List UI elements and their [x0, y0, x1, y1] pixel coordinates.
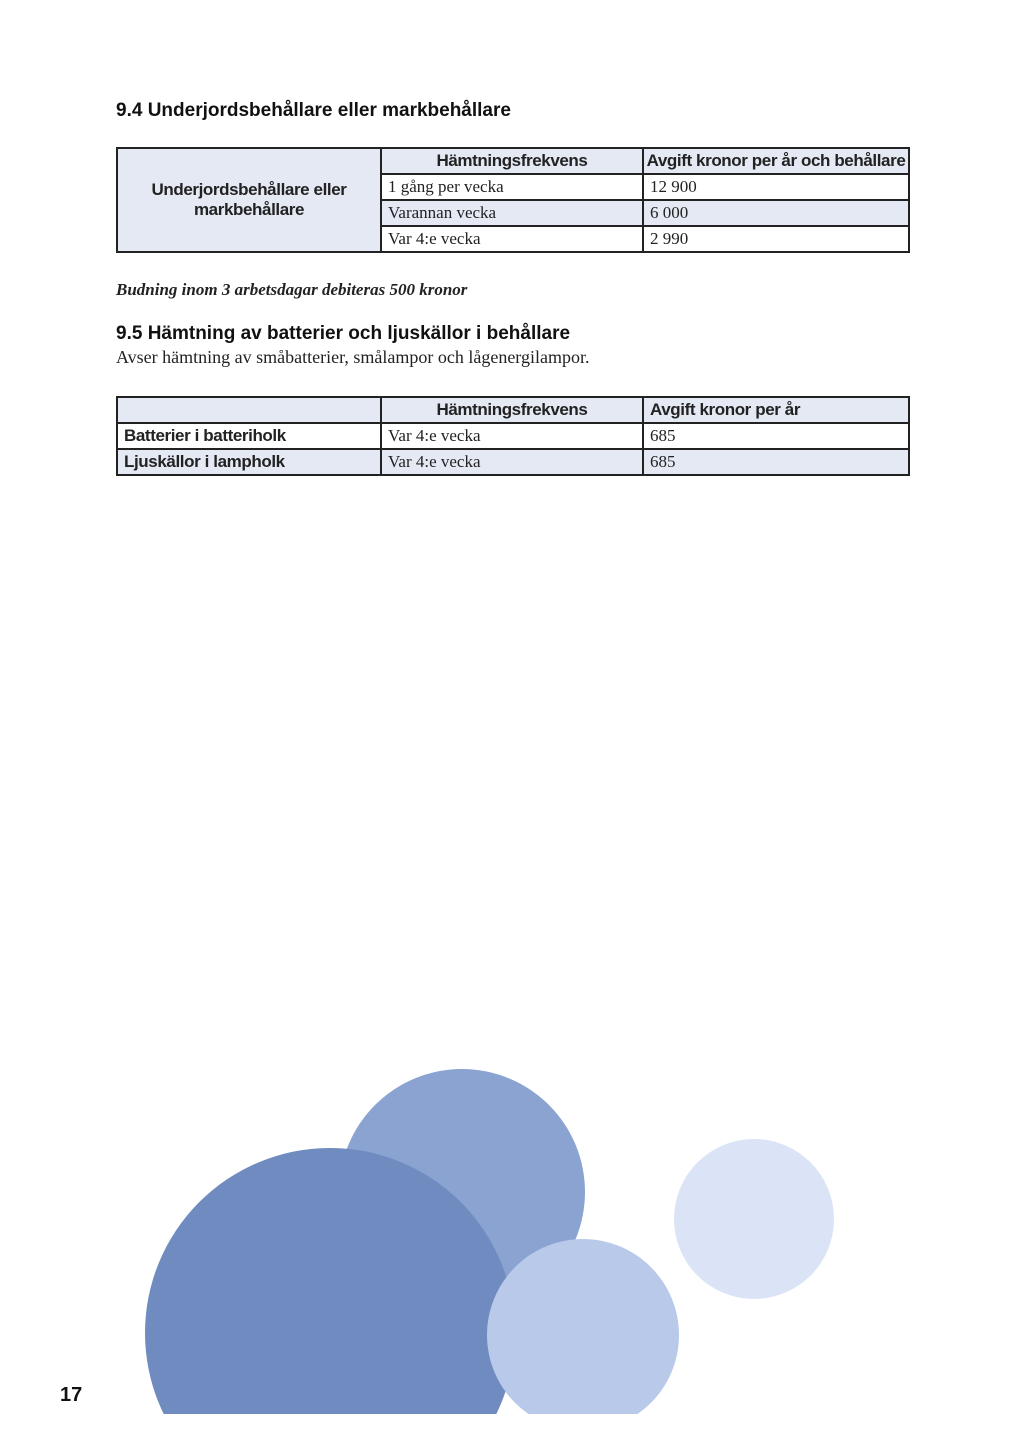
section-9-5-intro: Avser hämtning av småbatterier, smålampor och lågenergilampor.: [116, 347, 590, 367]
page-number: 17: [60, 1384, 83, 1406]
fee-cell: 6 000: [643, 200, 909, 226]
item-cell: Batterier i batteriholk: [117, 423, 381, 449]
section-9-4-heading: 9.4 Underjordsbehållare eller markbehållare: [116, 100, 511, 121]
fee-header: Avgift kronor per år: [643, 397, 909, 423]
frequency-header: Hämtningsfrekvens: [381, 148, 643, 174]
item-cell: Ljuskällor i lampholk: [117, 449, 381, 475]
container-type-label: Underjordsbehållare eller markbehållare: [117, 148, 381, 252]
frequency-cell: Var 4:e vecka: [381, 423, 643, 449]
light-circle: [487, 1239, 679, 1431]
fee-cell: 685: [643, 423, 909, 449]
frequency-cell: Var 4:e vecka: [381, 449, 643, 475]
fee-cell: 685: [643, 449, 909, 475]
pale-circle: [674, 1139, 834, 1299]
fee-header: Avgift kronor per år och behållare: [643, 148, 909, 174]
section-9-5-heading: 9.5 Hämtning av batterier och ljuskällor i behållare: [116, 323, 571, 344]
fee-cell: 2 990: [643, 226, 909, 252]
urgent-pickup-note: Budning inom 3 arbetsdagar debiteras 500 kronor: [116, 280, 468, 299]
fee-cell: 12 900: [643, 174, 909, 200]
frequency-cell: Varannan vecka: [381, 200, 643, 226]
frequency-header: Hämtningsfrekvens: [381, 397, 643, 423]
frequency-cell: Var 4:e vecka: [381, 226, 643, 252]
frequency-cell: 1 gång per vecka: [381, 174, 643, 200]
